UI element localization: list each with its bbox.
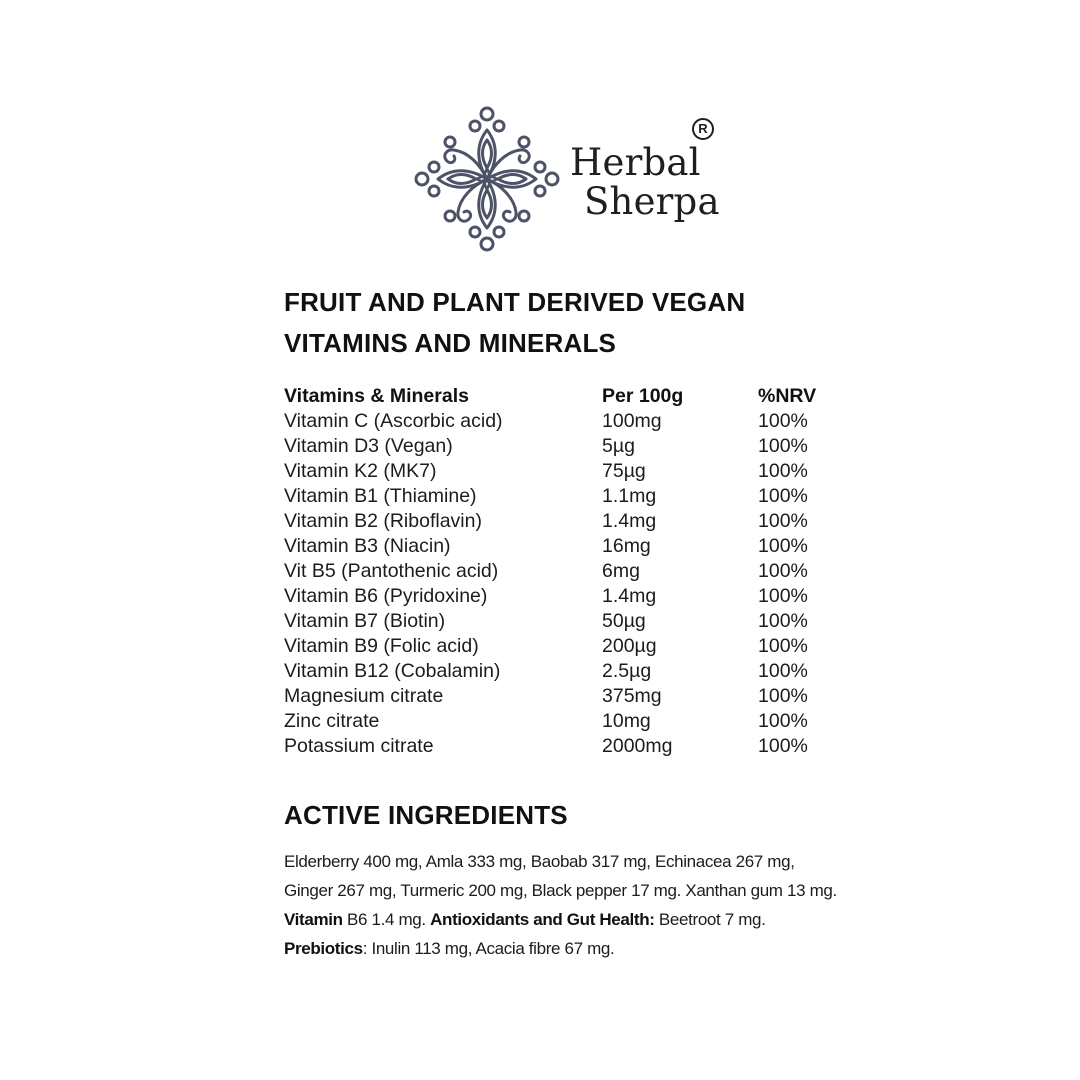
header-vitamins-minerals: Vitamins & Minerals bbox=[284, 385, 469, 407]
nutrient-name: Potassium citrate bbox=[284, 735, 434, 757]
nutrient-nrv: 100% bbox=[758, 460, 808, 482]
ingredients-label-prebiotics: Prebiotics bbox=[284, 939, 363, 958]
table-row bbox=[284, 459, 844, 484]
nutrient-name: Vit B5 (Pantothenic acid) bbox=[284, 560, 499, 582]
nutrient-name: Vitamin B7 (Biotin) bbox=[284, 610, 446, 632]
nutrient-amount: 2000mg bbox=[602, 735, 673, 757]
ingredients-text-part-2: B6 1.4 mg. bbox=[342, 910, 431, 929]
table-header-row bbox=[284, 384, 844, 409]
nutrient-name: Vitamin D3 (Vegan) bbox=[284, 435, 453, 457]
nutrient-name: Vitamin C (Ascorbic acid) bbox=[284, 410, 503, 432]
brand-logo bbox=[414, 106, 724, 252]
table-row bbox=[284, 634, 844, 659]
table-row bbox=[284, 609, 844, 634]
table-row bbox=[284, 684, 844, 709]
table-row bbox=[284, 434, 844, 459]
nutrient-nrv: 100% bbox=[758, 535, 808, 557]
nutrient-name: Zinc citrate bbox=[284, 710, 380, 732]
nutrient-amount: 200µg bbox=[602, 635, 657, 657]
brand-name-line-1: Herbal bbox=[570, 141, 701, 184]
nutrient-amount: 6mg bbox=[602, 560, 640, 582]
nutrient-amount: 1.1mg bbox=[602, 485, 657, 507]
nutrient-nrv: 100% bbox=[758, 735, 808, 757]
active-ingredients-title: ACTIVE INGREDIENTS bbox=[284, 800, 568, 830]
nutrient-amount: 16mg bbox=[602, 535, 651, 557]
table-row bbox=[284, 409, 844, 434]
nutrient-nrv: 100% bbox=[758, 660, 808, 682]
nutrition-table bbox=[284, 384, 844, 759]
nutrient-name: Vitamin B9 (Folic acid) bbox=[284, 635, 479, 657]
nutrient-amount: 375mg bbox=[602, 685, 662, 707]
header-per-100g: Per 100g bbox=[602, 385, 684, 407]
table-row bbox=[284, 559, 844, 584]
active-ingredients-text bbox=[284, 847, 840, 963]
nutrient-name: Magnesium citrate bbox=[284, 685, 444, 707]
nutrient-nrv: 100% bbox=[758, 710, 808, 732]
nutrient-name: Vitamin B3 (Niacin) bbox=[284, 535, 451, 557]
mandala-flower-icon bbox=[414, 106, 560, 252]
nutrient-nrv: 100% bbox=[758, 635, 808, 657]
nutrient-amount: 100mg bbox=[602, 410, 662, 432]
ingredients-label-antioxidants: Antioxidants and Gut Health: bbox=[430, 910, 655, 929]
table-row bbox=[284, 734, 844, 759]
nutrient-amount: 75µg bbox=[602, 460, 646, 482]
nutrient-amount: 2.5µg bbox=[602, 660, 652, 682]
table-row bbox=[284, 484, 844, 509]
nutrient-nrv: 100% bbox=[758, 685, 808, 707]
nutrient-nrv: 100% bbox=[758, 585, 808, 607]
nutrient-name: Vitamin B12 (Cobalamin) bbox=[284, 660, 501, 682]
nutrient-nrv: 100% bbox=[758, 510, 808, 532]
ingredients-text-part-4: : Inulin 113 mg, Acacia fibre 67 mg. bbox=[362, 939, 615, 958]
ingredients-text-part-3: Beetroot 7 mg. bbox=[654, 910, 766, 929]
nutrient-name: Vitamin K2 (MK7) bbox=[284, 460, 437, 482]
nutrient-name: Vitamin B6 (Pyridoxine) bbox=[284, 585, 488, 607]
vitamins-section-title: FRUIT AND PLANT DERIVED VEGAN VITAMINS AND MINERALS bbox=[284, 287, 746, 358]
table-row bbox=[284, 534, 844, 559]
nutrient-name: Vitamin B2 (Riboflavin) bbox=[284, 510, 482, 532]
brand-name-line-2: Sherpa bbox=[584, 180, 720, 223]
nutrient-nrv: 100% bbox=[758, 560, 808, 582]
nutrient-nrv: 100% bbox=[758, 485, 808, 507]
table-row bbox=[284, 509, 844, 534]
nutrient-amount: 1.4mg bbox=[602, 510, 657, 532]
nutrient-amount: 1.4mg bbox=[602, 585, 657, 607]
nutrient-amount: 50µg bbox=[602, 610, 646, 632]
ingredients-label-vitamin: Vitamin bbox=[284, 910, 343, 929]
table-row bbox=[284, 659, 844, 684]
table-row bbox=[284, 709, 844, 734]
ingredients-text-part-1: Elderberry 400 mg, Amla 333 mg, Baobab 317 mg, Echinacea 267 mg, Ginger 267 mg, Turmeric 200 mg, Black pepper 17 mg. Xanthan gum 13 mg. bbox=[284, 852, 837, 900]
nutrient-amount: 10mg bbox=[602, 710, 651, 732]
nutrient-nrv: 100% bbox=[758, 410, 808, 432]
header-nrv: %NRV bbox=[758, 385, 817, 407]
nutrient-nrv: 100% bbox=[758, 435, 808, 457]
table-row bbox=[284, 584, 844, 609]
registered-trademark-icon: R bbox=[692, 118, 714, 140]
nutrient-amount: 5µg bbox=[602, 435, 635, 457]
nutrient-name: Vitamin B1 (Thiamine) bbox=[284, 485, 477, 507]
nutrient-nrv: 100% bbox=[758, 610, 808, 632]
